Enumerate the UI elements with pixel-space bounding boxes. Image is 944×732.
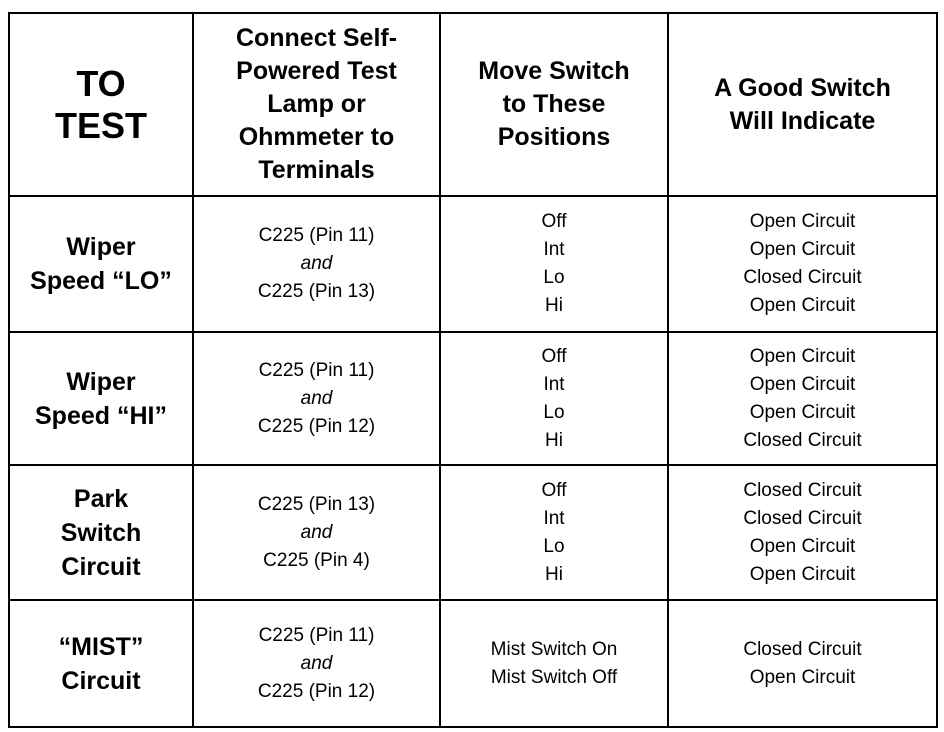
table-row [9, 332, 937, 465]
test-label: Park Switch Circuit [9, 465, 193, 600]
header-to-test: TO TEST [9, 13, 193, 196]
terminals-cell: C225 (Pin 11) and C225 (Pin 13) [193, 196, 440, 332]
header-row [9, 13, 937, 196]
positions-cell: Off Int Lo Hi [440, 196, 668, 332]
positions-cell: Mist Switch On Mist Switch Off [440, 600, 668, 727]
positions-cell: Off Int Lo Hi [440, 332, 668, 465]
test-label: Wiper Speed “HI” [9, 332, 193, 465]
terminals-cell: C225 (Pin 11) and C225 (Pin 12) [193, 332, 440, 465]
test-label: Wiper Speed “LO” [9, 196, 193, 332]
table-row [9, 196, 937, 332]
table-row [9, 465, 937, 600]
header-connect-terminals: Connect Self- Powered Test Lamp or Ohmmeter to Terminals [193, 13, 440, 196]
positions-cell: Off Int Lo Hi [440, 465, 668, 600]
table-row [9, 600, 937, 727]
terminals-cell: C225 (Pin 13) and C225 (Pin 4) [193, 465, 440, 600]
header-good-switch-indicates: A Good Switch Will Indicate [668, 13, 937, 196]
results-cell: Open Circuit Open Circuit Open Circuit Closed Circuit [668, 332, 937, 465]
switch-test-table [8, 12, 938, 728]
results-cell: Closed Circuit Closed Circuit Open Circuit Open Circuit [668, 465, 937, 600]
results-cell: Closed Circuit Open Circuit [668, 600, 937, 727]
results-cell: Open Circuit Open Circuit Closed Circuit Open Circuit [668, 196, 937, 332]
test-label: “MIST” Circuit [9, 600, 193, 727]
terminals-cell: C225 (Pin 11) and C225 (Pin 12) [193, 600, 440, 727]
header-move-switch: Move Switch to These Positions [440, 13, 668, 196]
